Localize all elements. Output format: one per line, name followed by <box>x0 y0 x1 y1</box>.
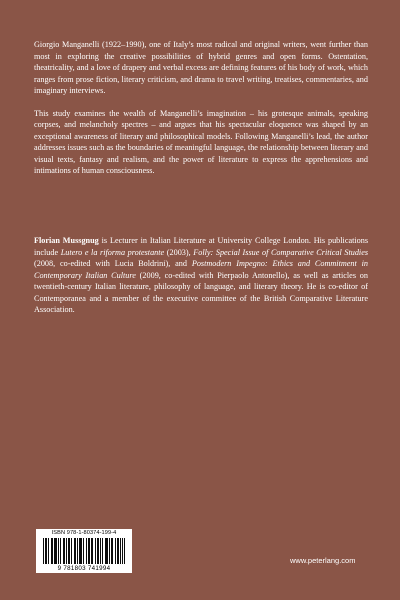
bio-text: (2003), <box>164 247 194 257</box>
author-name: Florian Mussgnug <box>34 236 99 245</box>
blurb-paragraph: This study examines the wealth of Manganelli’s imagination – his grotesque animals, speaking corpses, and melancholy spectres – and argues that his spectacular eloquence was shaped by an exceptional awareness of literary and philosophical models. Following Manganelli’s lead, the author addresses issues such as the boundaries of meaningful language, the relationship between literary and visual texts, fantasy and realism, and the power of literature to express the apprehensions and intimations of human consciousness. <box>34 108 368 175</box>
isbn-barcode <box>36 529 132 573</box>
isbn-label: ISBN 978-1-80374-199-4 <box>51 530 117 536</box>
barcode-bars <box>43 538 125 564</box>
book-title: Postmodern Impegno: Ethics and Commitment in Contemporary Italian Culture <box>34 259 368 280</box>
blurb-paragraph: Giorgio Manganelli (1922–1990), one of Italy’s most radical and original writers, went further than most in exploring the creative possibilities of hybrid genres and open forms. Ostentation, theatricality, and a love of drapery and verbal excess are defining features of his body of work, which ranges from prose fiction, literary criticism, and drama to travel writing, treatises, commentaries, and imaginary interviews. <box>34 40 368 95</box>
bio-text: (2009, co-edited with Pierpaolo Antonello), as well as articles on twentieth-century Italian literature, philosophy of language, and literary theory. He is co-editor of Contemporanea and a member of the executive committee of the British Comparative Literature Association. <box>34 270 368 314</box>
book-title: Lutero e la riforma protestante <box>60 247 165 257</box>
book-blurb <box>34 39 368 188</box>
book-title: Folly: Special Issue of Comparative Critical Studies <box>193 247 369 257</box>
author-bio <box>34 235 368 327</box>
barcode-digits: 9 781803 741994 <box>57 565 111 572</box>
publisher-website: www.peterlang.com <box>290 556 356 565</box>
author-bio-paragraph <box>34 235 368 316</box>
bio-text: is Lecturer in Italian Literature at University College London. His publications include <box>34 236 369 257</box>
bio-text: (2008, co-edited with Lucia Boldrini), and <box>34 259 192 268</box>
